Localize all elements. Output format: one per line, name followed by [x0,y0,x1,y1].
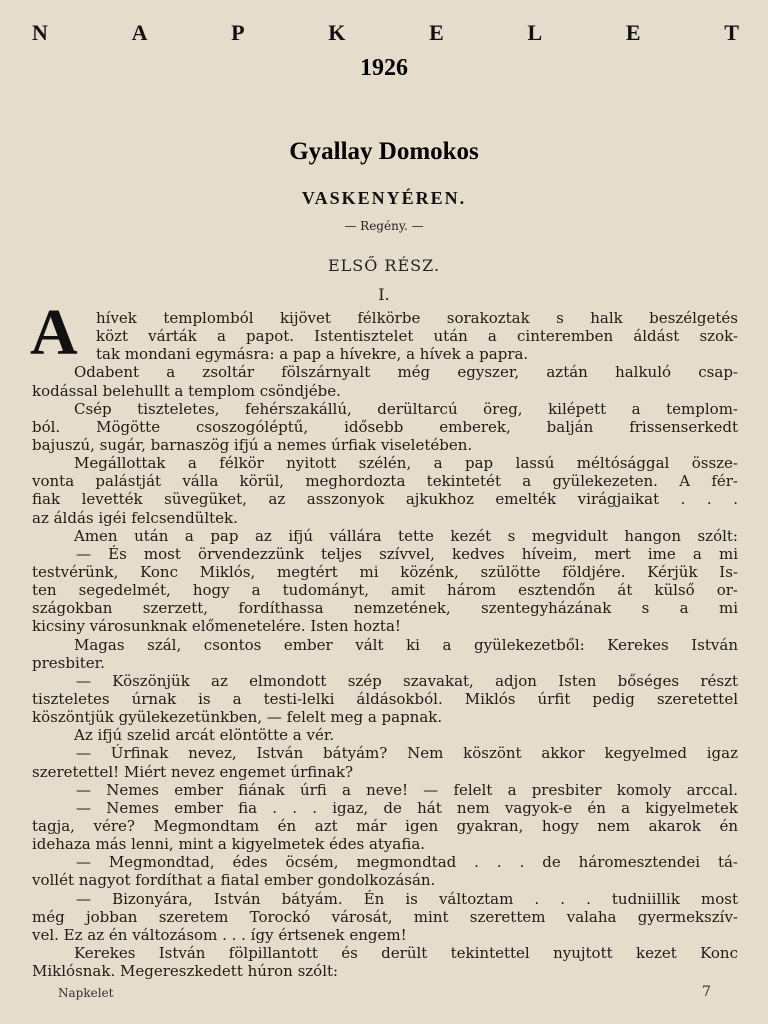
masthead-letter: T [724,20,740,45]
masthead-letter: E [625,20,642,45]
text-line: vollét nagyot fordíthat a fiatal ember gondolkozásán. [32,871,436,890]
masthead [32,20,740,46]
text-line: Csép tiszteletes, fehérszakállú, derültarcú öreg, kilépett a templom- [74,399,738,418]
masthead-letter: K [328,20,347,45]
masthead-letter: P [231,20,246,45]
page-number: 7 [702,984,711,1000]
author-name: Gyallay Domokos [289,138,479,165]
text-line: tiszteletes úrnak is a testi-lelki áldásokból. Miklós úrfit pedig szeretettel [32,689,738,708]
text-line: — Nemes ember fia . . . igaz, de hát nem vagyok-e én a kigyelmetek [76,798,738,817]
genre-subtitle: — Regény. — [344,219,424,233]
text-line: Miklósnak. Megereszkedett húron szólt: [32,962,339,981]
text-line: kicsiny városunknak előmenetelére. Isten hozta! [32,617,401,636]
text-line: bajuszú, sugár, barnaszög ifjú a nemes úrfiak viseletében. [32,435,473,454]
text-line: testvérünk, Konc Miklós, megtért mi közénk, szülötte földjére. Kérjük Is- [32,562,738,581]
text-line: Kerekes István fölpillantott és derült tekintettel nyujtott kezet Konc [74,943,738,962]
body-text [32,309,738,980]
masthead-letter: A [131,20,149,45]
text-line: tagja, vére? Megmondtam én azt már igen gyakran, hogy nem akarok én [32,816,738,835]
text-line: tak mondani egymásra: a pap a hívekre, a hívek a papra. [96,345,529,364]
text-line: ten segedelmét, hogy a tudományt, amit három esztendőn át külső or- [32,581,738,600]
text-line: az áldás igéi felcsendültek. [32,508,238,527]
publication-year: 1926 [360,55,408,81]
masthead-letter: E [429,20,445,45]
text-line: Amen után a pap az ifjú vállára tette kezét s megvidult hangon szólt: [74,526,738,545]
text-line: Megállottak a félkör nyitott szélén, a pap lassú méltósággal össze- [74,454,738,473]
text-line: — Úrfinak nevez, István bátyám? Nem köszönt akkor kegyelmed igaz [76,744,738,763]
text-line: még jobban szeretem Torockó városát, mint szerettem valaha gyermekszív- [32,907,738,926]
text-line: — Köszönjük az elmondott szép szavakat, adjon Isten bőséges részt [76,671,738,690]
text-line: ból. Mögötte csoszogóléptű, idősebb emberek, balján frissenserkedt [32,417,738,436]
text-line: köszöntjük gyülekezetünkben, — felelt meg a papnak. [32,708,443,727]
text-line: vonta palástját válla körül, meghordozta tekintetét a gyülekezeten. A fér- [32,472,738,491]
text-line: Az ifjú szelid arcát elöntötte a vér. [74,726,335,745]
masthead-letter: N [32,20,49,45]
text-line: Odabent a zsoltár fölszárnyalt még egyszer, aztán halkuló csap- [74,363,738,382]
masthead-letter: L [527,20,544,45]
text-line: Magas szál, csontos ember vált ki a gyülekezetből: Kerekes István [74,635,738,654]
drop-cap: A [30,296,78,369]
footer-journal-name: Napkelet [58,986,114,1000]
text-line: szeretettel! Miért nevez engemet úrfinak? [32,762,353,781]
text-line: — Bizonyára, István bátyám. Én is változtam . . . tudniillik most [76,889,738,908]
text-line: — Megmondtad, édes öcsém, megmondtad . . . de háromesztendei tá- [76,853,738,872]
text-line: közt várták a papot. Istentisztelet után a cinteremben áldást szok- [96,327,738,346]
text-line: hívek templomból kijövet félkörbe sorakoztak s halk beszélgetés [96,309,738,327]
chapter-number: I. [378,285,390,304]
text-line: fiak levették süvegüket, az asszonyok ajkukhoz emelték virágjaikat . . . [32,490,738,509]
text-line: kodással belehullt a templom csöndjébe. [32,381,341,400]
part-heading: ELSŐ RÉSZ. [327,256,441,275]
text-line: presbiter. [32,653,105,672]
work-title: VASKENYÉREN. [301,188,467,208]
text-line: — És most örvendezzünk teljes szívvel, kedves híveim, mert ime a mi [76,544,738,563]
text-line: idehaza más lenni, mint a kigyelmetek édes atyafia. [32,835,426,854]
text-line: vel. Ez az én változásom . . . így értsenek engem! [32,925,407,944]
text-line: — Nemes ember fiának úrfi a neve! — felelt a presbiter komoly arccal. [76,780,738,799]
text-line: szágokban szerzett, fordíthassa nemzetének, szentegyházának s a mi [32,599,738,618]
